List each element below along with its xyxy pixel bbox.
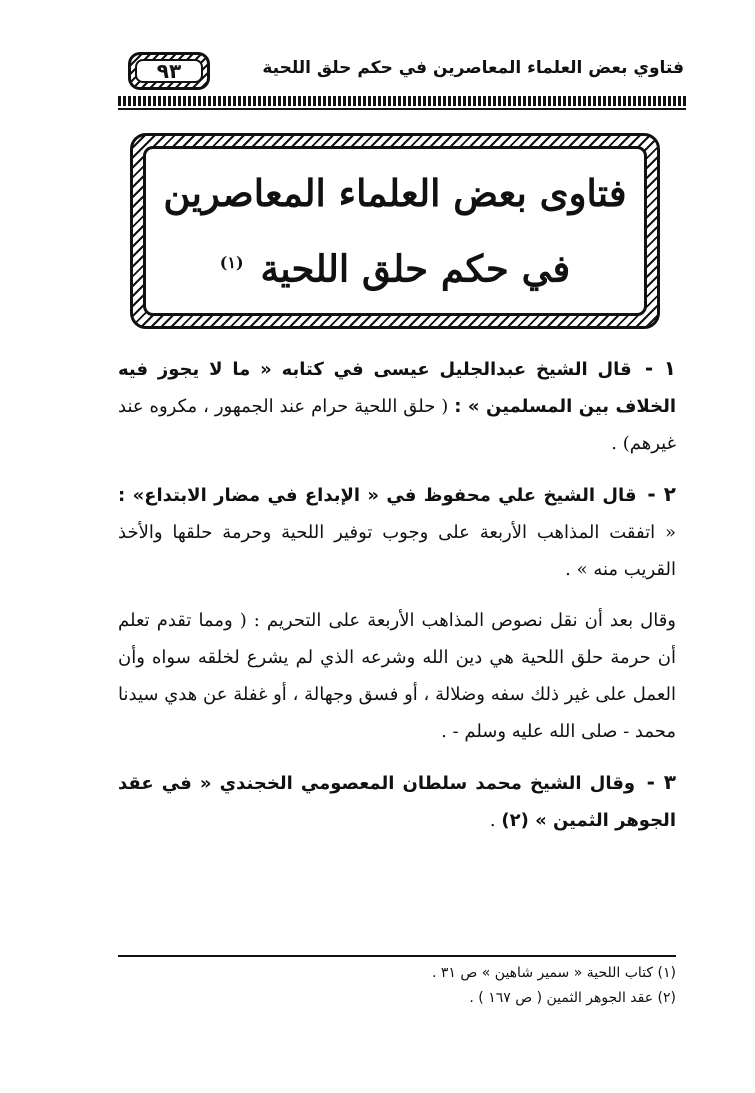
chapter-title — [143, 146, 647, 316]
title-line-2 — [220, 228, 570, 303]
title-footnote-mark: (١) — [219, 253, 244, 273]
paragraph-1 — [118, 350, 676, 462]
paragraph-3 — [118, 602, 676, 750]
paragraph-number: ٢ - — [647, 482, 676, 506]
paragraph-text: « اتفقت المذاهب الأربعة على وجوب توفير اللحية وحرمة حلقها والأخذ القريب منه » . — [118, 522, 676, 580]
title-line-2-text: في حكم حلق اللحية — [260, 246, 571, 291]
paragraph-lead: قال الشيخ علي محفوظ في « الإبداع في مضار الابتداع» : — [118, 485, 637, 506]
paragraph-4 — [118, 764, 676, 839]
footnote-rule — [118, 955, 676, 957]
paragraph-lead: وقال الشيخ محمد سلطان المعصومي الخجندي « في عقد الجوهر الثمين » (٢) — [118, 773, 676, 831]
paragraph-text: ( حلق اللحية حرام عند الجمهور ، مكروه عند غيرهم) . — [118, 396, 676, 454]
page-number: ٩٣ — [135, 59, 203, 83]
running-title: فتاوي بعض العلماء المعاصرين في حكم حلق اللحية — [262, 58, 684, 78]
paragraph-text: . — [489, 810, 496, 831]
chapter-title-frame — [130, 133, 660, 329]
header-rule — [118, 96, 686, 106]
body-text — [118, 350, 676, 853]
paragraph-text: وقال بعد أن نقل نصوص المذاهب الأربعة على التحريم : ( ومما تقدم تعلم أن حرمة حلق اللحية هي دين الله وشرعه الذي لم يشرع لخلقه سواه وأن العمل على غير ذلك سفه وضلالة ، أو فسق وجهالة ، أو غفلة عن هدي سيدنا محمد - صلى الله عليه وسلم - . — [118, 610, 676, 742]
paragraph-lead: قال الشيخ عبدالجليل عيسى في كتابه « ما لا يجوز فيه الخلاف بين المسلمين » : — [118, 359, 676, 417]
footnote-1: (١) كتاب اللحية « سمير شاهين » ص ٣١ . — [432, 965, 676, 981]
page-number-badge — [128, 52, 210, 90]
title-line-1: فتاوى بعض العلماء المعاصرين — [163, 171, 627, 216]
paragraph-number: ١ - — [644, 356, 676, 380]
footnotes — [118, 961, 676, 1011]
paragraph-2 — [118, 476, 676, 588]
footnote-2: (٢) عقد الجوهر الثمين ( ص ١٦٧ ) . — [469, 990, 676, 1006]
page-header — [118, 44, 684, 96]
paragraph-number: ٣ - — [646, 770, 676, 794]
